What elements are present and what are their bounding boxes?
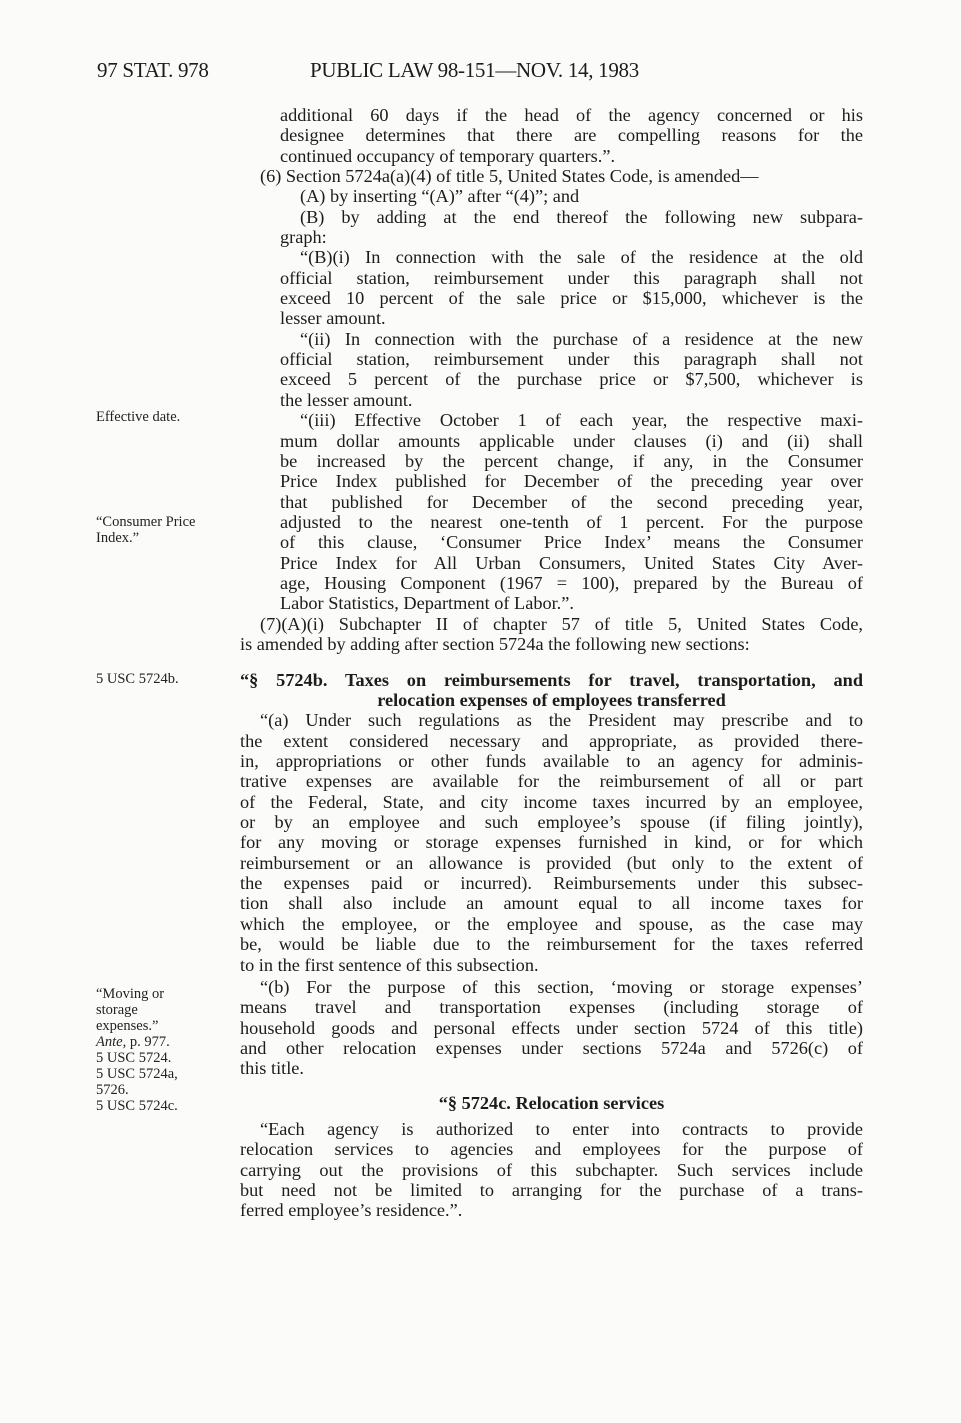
paragraph-6a [280, 186, 863, 206]
clause-b-i [280, 247, 863, 328]
clause-iii [280, 410, 863, 613]
note-line: “Consumer Price [96, 514, 196, 530]
text-line: but need not be limited to arranging for the purchase of a trans- [240, 1179, 863, 1200]
text-line: reimbursement or an allowance is provided (but only to the extent of [240, 852, 863, 873]
note-line: 5 USC 5724a, [96, 1066, 178, 1082]
note-line: Index.” [96, 530, 140, 546]
text-line: age, Housing Component (1967 = 100), prepared by the Bureau of [280, 572, 863, 593]
margin-note-moving [96, 986, 178, 1114]
text-line: of this clause, ‘Consumer Price Index’ means the Consumer [280, 532, 863, 553]
note-ante-page: p. 977. [126, 1034, 170, 1050]
text-line: household goods and personal effects under section 5724 of this title) [240, 1017, 863, 1038]
text-line: of the Federal, State, and city income taxes incurred by an employee, [240, 791, 863, 812]
section-5724c-heading [240, 1093, 863, 1113]
text-line: designee determines that there are compelling reasons for the [280, 125, 863, 146]
text-line: official station, reimbursement under this paragraph shall not [280, 267, 863, 288]
text-line: to in the first sentence of this subsection. [240, 954, 539, 975]
text-line: “(b) For the purpose of this section, ‘moving or storage expenses’ [260, 976, 863, 997]
text-line: “(B)(i) In connection with the sale of the residence at the old [300, 247, 863, 268]
text-line: exceed 10 percent of the sale price or $15,000, whichever is the [280, 288, 863, 309]
text-line: be increased by the percent change, if any, in the Consumer [280, 450, 863, 471]
clause-ii [280, 329, 863, 410]
text-line: or by an employee and such employee’s spouse (if filing jointly), [240, 812, 863, 833]
text-line: graph: [280, 227, 327, 248]
running-header: PUBLIC LAW 98-151—NOV. 14, 1983 [310, 58, 639, 82]
paragraph-7 [240, 614, 863, 655]
text-line: (B) by adding at the end thereof the following new subpara- [300, 206, 863, 227]
text-line: (A) by inserting “(A)” after “(4)”; and [300, 186, 580, 207]
section-5724c-text [240, 1119, 863, 1221]
text-line: (7)(A)(i) Subchapter II of chapter 57 of title 5, United States Code, [260, 614, 863, 634]
body-text-upper [260, 105, 863, 614]
text-line: means travel and transportation expenses (including storage of [240, 997, 863, 1018]
note-ante [96, 1034, 178, 1050]
text-line: for any moving or storage expenses furnished in kind, or for which [240, 832, 863, 853]
text-line: exceed 5 percent of the purchase price or $7,500, whichever is [280, 369, 863, 390]
text-line: additional 60 days if the head of the agency concerned or his [280, 105, 863, 125]
text-line: mum dollar amounts applicable under clauses (i) and (ii) shall [280, 430, 863, 451]
text-line: is amended by adding after section 5724a the following new sections: [240, 634, 750, 655]
text-line: “Each agency is authorized to enter into contracts to provide [260, 1118, 863, 1139]
subsection-b [240, 977, 863, 1079]
text-line: “§ 5724b. Taxes on reimbursements for travel, transportation, and [240, 669, 863, 690]
note-ante-italic: Ante, [96, 1034, 127, 1050]
margin-note-effective-date: Effective date. [96, 409, 181, 425]
text-line: “(ii) In connection with the purchase of a residence at the new [300, 328, 863, 349]
text-line: ferred employee’s residence.”. [240, 1200, 463, 1221]
section-5724b-heading [240, 670, 863, 711]
paragraph-6b [280, 207, 863, 248]
text-line: and other relocation expenses under sections 5724a and 5726(c) of [240, 1037, 863, 1058]
text-line: relocation expenses of employees transferred [377, 690, 726, 711]
text-line: “§ 5724c. Relocation services [438, 1092, 665, 1113]
text-line: Price Index for All Urban Consumers, United States City Aver- [280, 552, 863, 573]
text-line: that published for December of the second preceding year, [280, 491, 863, 512]
text-line: relocation services to agencies and employees for the purpose of [240, 1139, 863, 1160]
stat-page-number: 97 STAT. 978 [97, 58, 209, 82]
text-line: continued occupancy of temporary quarters.”. [280, 145, 616, 166]
text-line: be, would be liable due to the reimbursement for the taxes referred [240, 934, 863, 955]
text-line: “(iii) Effective October 1 of each year, the respective maxi- [300, 410, 863, 431]
text-line: the extent considered necessary and appropriate, as provided there- [240, 730, 863, 751]
text-line: this title. [240, 1058, 304, 1079]
text-line: lesser amount. [280, 308, 386, 329]
text-line: Price Index published for December of the preceding year over [280, 471, 863, 492]
body-text-lower [240, 614, 863, 1221]
text-line: adjusted to the nearest one-tenth of 1 percent. For the purpose [280, 511, 863, 532]
paragraph-continuation [280, 105, 863, 166]
text-line: trative expenses are available for the reimbursement of all or part [240, 771, 863, 792]
text-line: carrying out the provisions of this subchapter. Such services include [240, 1159, 863, 1180]
note-line: storage [96, 1002, 138, 1018]
text-line: official station, reimbursement under this paragraph shall not [280, 349, 863, 370]
margin-note-usc-5724b: 5 USC 5724b. [96, 671, 179, 687]
text-line: “(a) Under such regulations as the President may prescribe and to [260, 710, 863, 731]
text-line: (6) Section 5724a(a)(4) of title 5, United States Code, is amended— [260, 166, 759, 187]
note-line: 5 USC 5724. [96, 1050, 172, 1066]
note-line: expenses.” [96, 1018, 159, 1034]
subsection-a [240, 710, 863, 974]
text-line: which the employee, or the employee and spouse, as the case may [240, 913, 863, 934]
note-line: “Moving or [96, 986, 165, 1002]
margin-note-cpi [96, 514, 195, 546]
paragraph-6 [260, 166, 863, 187]
text-line: the lesser amount. [280, 389, 413, 410]
text-line: in, appropriations or other funds available to an agency for adminis- [240, 751, 863, 772]
note-line: 5 USC 5724c. [96, 1098, 178, 1114]
text-line: the expenses paid or incurred). Reimbursements under this subsec- [240, 873, 863, 894]
text-line: tion shall also include an amount equal to all income taxes for [240, 893, 863, 914]
text-line: Labor Statistics, Department of Labor.”. [280, 593, 574, 614]
note-line: 5726. [96, 1082, 129, 1098]
